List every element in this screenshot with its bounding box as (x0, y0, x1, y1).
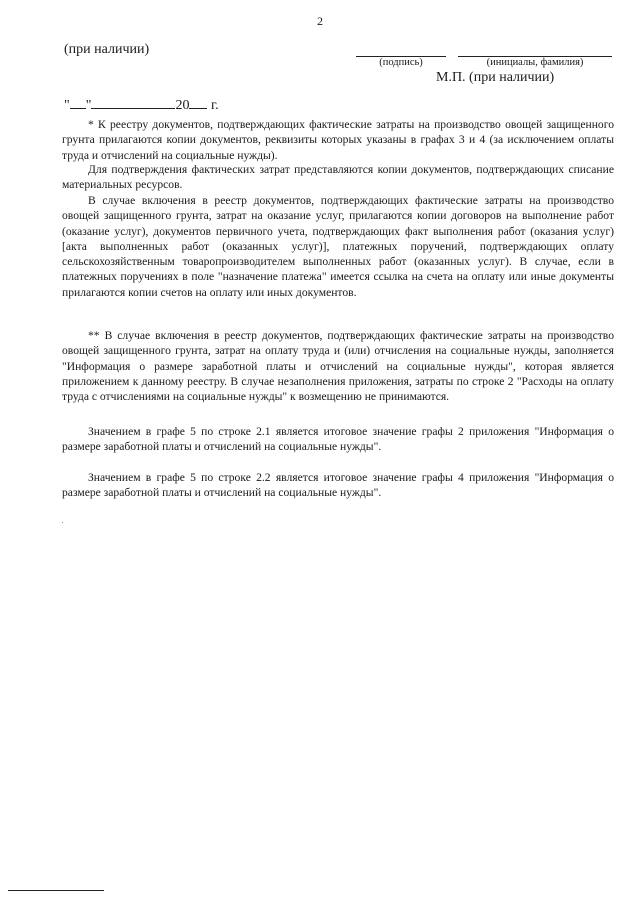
year-prefix: 20 (175, 98, 190, 113)
month-blank (91, 96, 175, 109)
day-blank (70, 96, 86, 109)
year-suffix: г. (210, 98, 219, 113)
name-caption: (инициалы, фамилия) (486, 57, 584, 68)
footnote-documents: * К реестру документов, подтверждающих фактические затраты на производство овощей защищенного грунта прилагаются копии документов, реквизиты которых указаны в графах 3 и 4 (за исключением оплаты труда и отчислений на социальные нужды). (62, 118, 614, 162)
footnote-labor-costs: ** В случае включения в реестр документов, подтверждающих фактические затраты на производство овощей защищенного грунта, затрат на оплату труда и (или) отчисления на социальные нужды, заполняется "Информация о размере заработной платы и отчислений на социальные нужды", которая является приложением к данному реестру. В случае незаполнения приложения, затраты по строке 2 "Расходы на оплату труда с отчислениями на социальные нужды" к возмещению не принимаются. (62, 329, 614, 404)
date-line (64, 96, 219, 114)
date-close-quote: " (85, 98, 92, 113)
availability-label: (при наличии) (64, 42, 150, 57)
note-services-costs: В случае включения в реестр документов, подтверждающих фактические затраты на производство овощей защищенного грунта, затрат на оказание услуг, прилагаются копии договоров на выполнение работ (оказание услуг), документов первичного учета, подтверждающих факт выполнения работ (оказания услуг) [акта выполненных работ (оказанных услуг)], платежных поручений, подтверждающих оплату сельскохозяйственным товаропроизводителем выполненных работ (оказанных услуг). В случае, если в платежных поручениях в поле "назначение платежа" имеется ссылка на счета на оплату или иные документы прилагаются копии счетов на оплату или иных документов. (62, 194, 614, 299)
note-row-2-1: Значением в графе 5 по строке 2.1 является итоговое значение графы 2 приложения "Информация о размере заработной платы и отчислений на социальные нужды". (62, 425, 614, 454)
page-number: 2 (317, 14, 323, 28)
signature-caption: (подпись) (379, 57, 423, 68)
year-blank (189, 96, 207, 109)
note-row-2-2: Значением в графе 5 по строке 2.2 является итоговое значение графы 4 приложения "Информация о размере заработной платы и отчислений на социальные нужды". (62, 471, 614, 500)
date-open-quote: " (64, 98, 70, 113)
footnote-rule (8, 890, 104, 891)
note-material-resources: Для подтверждения фактических затрат представляются копии документов, подтверждающих списание материальных ресурсов. (62, 163, 614, 192)
scan-speck (62, 522, 63, 523)
seal-label: М.П. (при наличии) (436, 70, 555, 85)
